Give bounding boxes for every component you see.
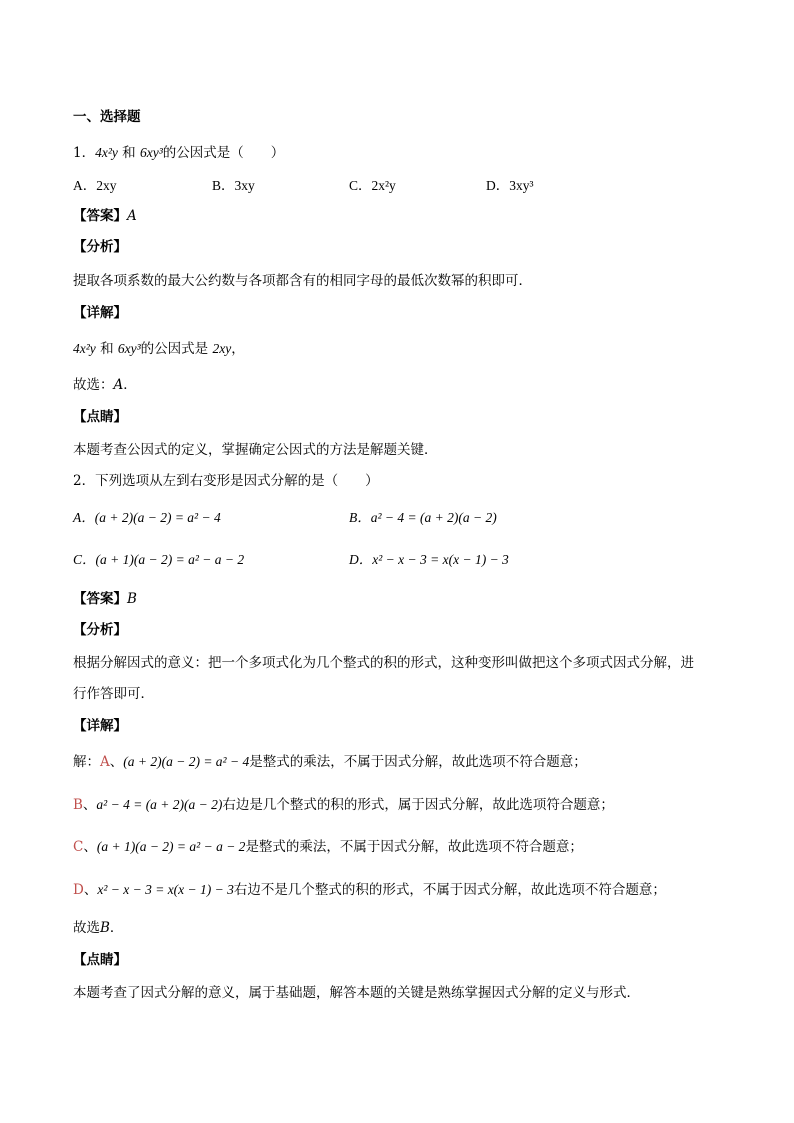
section-title: 一、选择题	[73, 109, 141, 125]
q1-detail-mid: 的公因式是	[140, 341, 213, 357]
q1-stem-and: 和	[117, 145, 140, 161]
q1-comment-tag: 【点睛】	[73, 409, 127, 425]
q1-detail-tag: 【详解】	[73, 305, 127, 321]
q1-choose-end: ．	[123, 377, 137, 393]
q2-option-b: B．a² − 4 = (a + 2)(a − 2)	[349, 510, 497, 525]
q2-detail-a-text: 是整式的乘法，不属于因式分解，故此选项不符合题意；	[249, 754, 587, 770]
q2-detail-d-text: 右边不是几个整式的积的形式，不属于因式分解，故此选项不符合题意；	[233, 882, 666, 898]
q1-detail-expr2: 6xy³	[117, 341, 141, 356]
q2-analysis-line2: 行作答即可．	[73, 686, 154, 702]
q1-detail-result: 2xy	[212, 341, 232, 356]
q2-detail-c-sep: 、	[83, 839, 97, 855]
q2-choose	[73, 918, 123, 938]
q2-detail-c-text: 是整式的乘法，不属于因式分解，故此选项不符合题意；	[245, 839, 583, 855]
q1-answer-value: A	[127, 208, 137, 224]
q2-detail-b-sep: 、	[82, 797, 97, 813]
q2-option-d: D．x² − x − 3 = x(x − 1) − 3	[349, 552, 509, 567]
q2-detail-a-prefix: 解：	[73, 754, 100, 770]
q2-option-c: C．(a + 1)(a − 2) = a² − a − 2	[73, 552, 245, 567]
q2-stem: 2．下列选项从左到右变形是因式分解的是（ ）	[73, 473, 379, 489]
q2-detail-c-expr: (a + 1)(a − 2) = a² − a − 2	[96, 839, 246, 854]
q1-choose	[73, 375, 137, 395]
q1-stem	[73, 143, 284, 163]
q2-detail-b	[73, 795, 614, 815]
q2-detail-d-expr: x² − x − 3 = x(x − 1) − 3	[97, 882, 234, 897]
q1-stem-tail: 的公因式是（ ）	[162, 145, 285, 161]
q1-answer-tag: 【答案】	[73, 208, 127, 224]
q2-detail-a-letter: A	[100, 754, 110, 770]
q1-comment: 本题考查公因式的定义，掌握确定公因式的方法是解题关键．	[73, 442, 438, 458]
q2-detail-c	[73, 837, 583, 857]
q2-choose-answer: B	[100, 920, 110, 936]
q1-stem-expr2: 6xy³	[139, 145, 163, 160]
q2-choose-end: ．	[109, 920, 124, 936]
q1-detail-and: 和	[95, 341, 118, 357]
q2-comment-tag: 【点睛】	[73, 952, 127, 968]
q2-detail-a	[73, 752, 587, 772]
q2-detail-a-expr: (a + 2)(a − 2) = a² − 4	[123, 754, 250, 769]
q2-detail-d	[73, 880, 666, 900]
q2-detail-d-sep: 、	[83, 882, 98, 898]
q1-option-c: C．2x²y	[349, 178, 396, 193]
q1-option-b: B．3xy	[212, 178, 255, 193]
q2-option-a: A．(a + 2)(a − 2) = a² − 4	[73, 510, 221, 525]
q1-option-d: D．3xy³	[486, 178, 534, 193]
q2-detail-b-letter: B	[73, 797, 83, 813]
q1-detail-expr1: 4x²y	[73, 341, 96, 356]
q2-choose-label: 故选	[73, 920, 100, 936]
q1-analysis: 提取各项系数的最大公约数与各项都含有的相同字母的最低次数幂的积即可．	[73, 273, 532, 289]
q2-detail-c-letter: C	[73, 839, 84, 855]
q2-detail-b-expr: a² − 4 = (a + 2)(a − 2)	[96, 797, 223, 812]
q2-detail-b-text: 右边是几个整式的积的形式，属于因式分解，故此选项符合题意；	[222, 797, 614, 813]
q1-answer	[73, 206, 137, 226]
q1-option-a: A．2xy	[73, 178, 117, 193]
q1-choose-label: 故选：	[73, 377, 114, 393]
q1-analysis-tag: 【分析】	[73, 239, 127, 255]
q2-answer-value: B	[127, 591, 137, 607]
q1-detail-end: ，	[231, 341, 245, 357]
q2-analysis-line1: 根据分解因式的意义：把一个多项式化为几个整式的积的形式，这种变形叫做把这个多项式因式分解，进	[73, 655, 694, 671]
q1-detail	[73, 339, 245, 359]
q2-comment: 本题考查了因式分解的意义，属于基础题，解答本题的关键是熟练掌握因式分解的定义与形式．	[73, 985, 640, 1001]
q2-analysis-tag: 【分析】	[73, 622, 127, 638]
q2-answer-tag: 【答案】	[73, 591, 127, 607]
q2-detail-d-letter: D	[73, 882, 84, 898]
q1-choose-answer: A	[113, 377, 124, 393]
q2-detail-tag: 【详解】	[73, 718, 127, 734]
q2-detail-a-sep: 、	[109, 754, 124, 770]
q1-number: 1．	[73, 145, 96, 161]
q1-stem-expr1: 4x²y	[95, 145, 118, 160]
q2-answer	[73, 589, 137, 609]
